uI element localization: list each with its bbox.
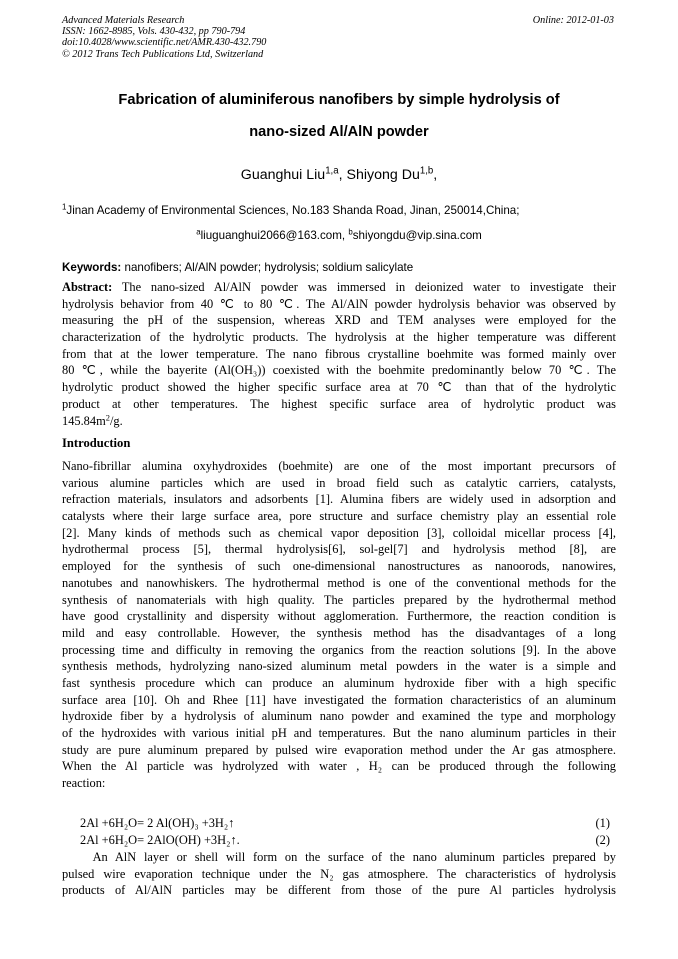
paper-title-line-1: Fabrication of aluminiferous nanofibers by simple hydrolysis of (118, 92, 560, 108)
abstract-line: 80 ℃, while the bayerite (Al(OH₃)) coexisted with the boehmite predominantly below 70 ℃. The (62, 363, 616, 378)
issn-line: ISSN: 1662-8985, Vols. 430-432, pp 790-794 (62, 26, 246, 38)
paper-title-line-2: nano-sized Al/AlN powder (249, 124, 429, 140)
online-date: Online: 2012-01-03 (532, 15, 614, 26)
paragraph-line: hydrothermal process [5], thermal hydrolysis[6], sol-gel[7] and hydrolysis method [8], are (62, 542, 616, 557)
keywords (62, 261, 616, 274)
paragraph-line: synthesis methods, hydrolyzing nano-sized aluminum metal powders in the water is a simple and (62, 659, 616, 674)
abstract-line: hydrolysis behavior from 40 ℃ to 80 ℃. The Al/AlN powder hydrolysis behavior was observed by (62, 296, 616, 311)
author-separator: , (338, 167, 347, 183)
email-a: liuguanghui2066@163.com, (200, 229, 349, 242)
paragraph-line: hydroxide fiber by a hydrolysis of aluminum nano powder and examined the type and morphology (62, 709, 616, 724)
email-mark: a (196, 227, 201, 237)
paragraph-line: An AlN layer or shell will form on the surface of the nano aluminum particles prepared by (62, 850, 616, 864)
author-affil-mark: 1,b (419, 165, 434, 177)
abstract (62, 279, 616, 429)
equation-number: (2) (595, 833, 610, 847)
abstract-line: $145.84m^2/g$. (62, 411, 123, 428)
doi-line: doi:10.4028/www.scientific.net/AMR.430-432.790 (62, 37, 267, 49)
affil-text: Jinan Academy of Environmental Sciences, No.183 Shanda Road, Jinan, 250014,China; (66, 204, 520, 217)
author-list (62, 167, 616, 183)
copyright-line: © 2012 Trans Tech Publications Ltd, Switzerland (62, 48, 264, 60)
paragraph-line: surface area [10]. Oh and Rhee [11] have investigated the formation characteristics of an aluminum (62, 692, 616, 707)
paragraph-line: reaction: (62, 776, 106, 791)
paragraph-line: processing time and difficulty in removing the organics from the reaction solutions [9]. In the above (62, 642, 616, 657)
paragraph-line: [2]. Many kinds of methods such as chemical vapor deposition [3], colloidal micellar process [4], (62, 525, 616, 540)
affiliation (62, 204, 616, 217)
paragraph-line: catalysts where their large surface area, pore structure and surface chemistry play an essential role (62, 509, 616, 524)
paragraph-after-equations (62, 849, 616, 899)
keywords-label: Keywords: (62, 261, 122, 274)
paragraph-line: refraction materials, insulators and adsorbents [1]. Alumina fibers are widely used in adsorption and (62, 492, 616, 507)
paragraph-line: have good crystallinity and dispersity without agglomeration. Furthermore, the reaction condition is (62, 609, 616, 624)
email-mark: b (348, 227, 353, 237)
paragraph-line: nanotubes and nanowhiskers. The hydrothermal method is one of the conventional methods for the (62, 575, 616, 590)
section-heading: Introduction (62, 436, 131, 450)
email-b: shiyongdu@vip.sina.com (352, 229, 482, 242)
author-name: Shiyong Du (346, 167, 420, 183)
abstract-label: Abstract: (62, 280, 113, 294)
equation (62, 815, 616, 832)
equation (62, 832, 616, 849)
journal-name: Advanced Materials Research (62, 15, 185, 26)
paragraph-line: of the hydroxides with various initial pH and temperatures. But the nano aluminum particles in their (62, 726, 616, 740)
journal-header (62, 15, 266, 60)
paragraph-line: products of Al/AlN particles may be different from those of the pure Al particles hydrolysis (62, 883, 616, 898)
paragraph-line: mild and easy controllable. However, the synthesis method has the disadvantages of a long (62, 625, 616, 640)
affil-mark: 1 (62, 202, 67, 212)
paragraph-line: When the Al particle was hydrolyzed with water , H₂ can be produced through the following (62, 759, 616, 774)
paragraph-line: various alumine particles which are used in broad field such as catalytic carriers, catalysts, (62, 475, 616, 490)
abstract-line: measuring the pH of the suspension, whereas XRD and TEM analyses were employed for the (62, 313, 616, 328)
equation-formula: 2Al +6H₂O= 2AlO(OH) +3H₂↑. (80, 833, 240, 847)
author-tail: , (433, 167, 438, 183)
abstract-line: hydrolytic product showed the higher specific surface area at 70 ℃ than that of the hydrolytic (62, 380, 616, 395)
abstract-line: product at other temperatures. The highest specific surface area of hydrolytic product was (62, 396, 616, 411)
paragraph-line: employed for the synthesis of such one-dimensional nanostructures as nanoorods, nanowires, (62, 559, 616, 574)
paragraph-line: fast synthesis procedure which can produce an aluminum hydroxide fiber with a high specific (62, 675, 616, 690)
equation-number: (1) (595, 816, 610, 830)
introduction-body (62, 458, 616, 792)
paragraph-line: pulsed wire evaporation technique under the N₂ gas atmosphere. The characteristics of hydrolysis (62, 866, 616, 881)
abstract-line: characterization of the hydrolytic products. The hydrolysis at the higher temperature was different (62, 330, 616, 345)
abstract-line: from that at the lower temperature. The nano fibrous crystalline boehmite was formed mainly over (62, 346, 616, 361)
author-affil-mark: 1,a (325, 165, 339, 177)
paragraph-line: Nano-fibrillar alumina oxyhydroxides (boehmite) are one of the most important precursors of (62, 459, 616, 473)
equation-formula: 2Al +6H₂O= 2 Al(OH)₃ +3H₂↑ (80, 816, 235, 830)
abstract-line: Abstract: The nano-sized Al/AlN powder was immersed in deionized water to investigate their (62, 280, 616, 294)
paragraph-line: study are pure aluminum prepared by pulsed wire evaporation method under the Ar gas atmosphere. (62, 742, 616, 757)
author-name: Guanghui Liu (240, 167, 326, 183)
keywords-text: nanofibers; Al/AlN powder; hydrolysis; soldium salicylate (121, 261, 414, 274)
paragraph-line: synthesis of nanomaterials with high quality. The particles prepared by the hydrothermal method (62, 592, 616, 607)
email-line (62, 229, 616, 242)
